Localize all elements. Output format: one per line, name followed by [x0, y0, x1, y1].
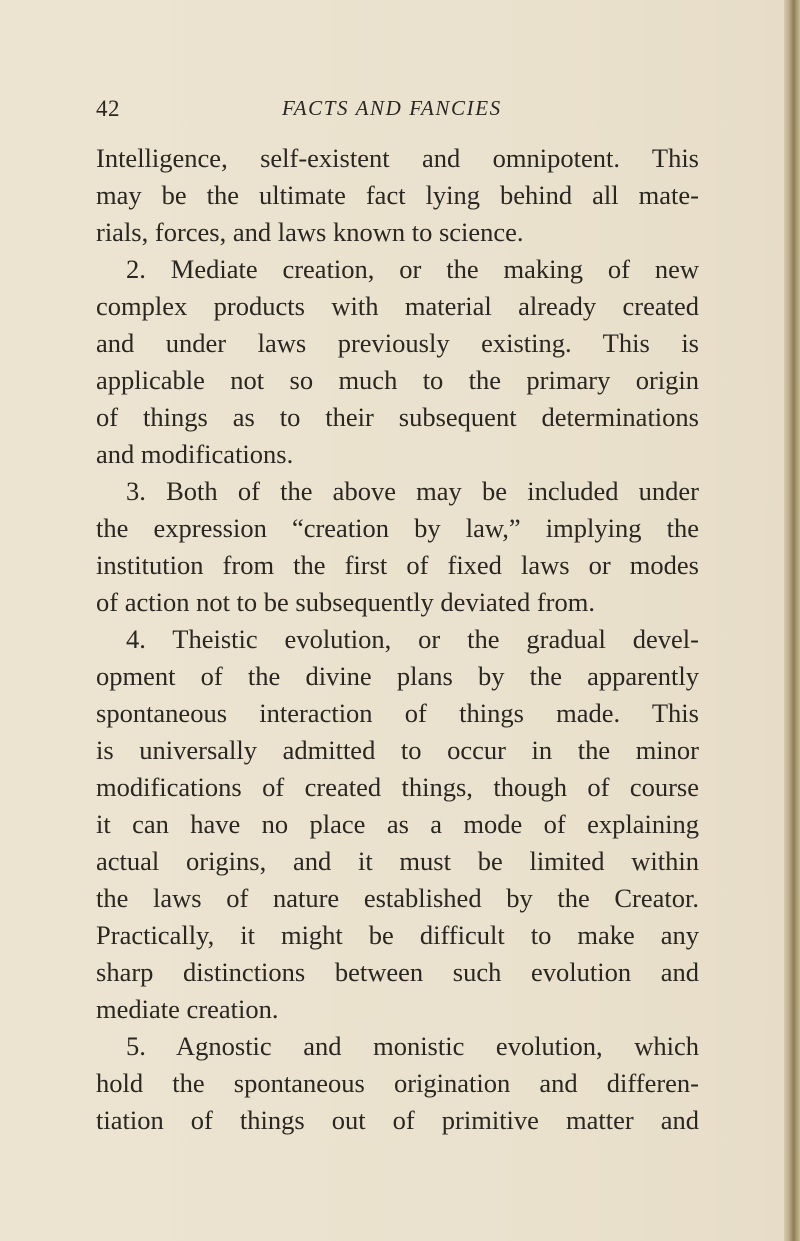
text-line: spontaneous interaction of things made. This [96, 698, 699, 728]
text-line: and modifications. [96, 439, 294, 469]
text-line: 5. Agnostic and monistic evolution, which [126, 1031, 699, 1061]
text-line: of action not to be subsequently deviated from. [96, 587, 595, 617]
text-line: hold the spontaneous origination and differen- [96, 1068, 699, 1098]
text-line: Practically, it might be difficult to make any [96, 920, 699, 950]
text-line: sharp distinctions between such evolution and [96, 957, 699, 987]
text-line: Intelligence, self-existent and omnipotent. This [96, 143, 699, 173]
text-line: and under laws previously existing. This is [96, 328, 699, 358]
page-number: 42 [96, 96, 120, 121]
text-line: of things as to their subsequent determinations [96, 402, 699, 432]
text-line: the expression “creation by law,” implying the [96, 513, 699, 543]
text-line: it can have no place as a mode of explaining [96, 809, 699, 839]
text-line: mediate creation. [96, 994, 279, 1024]
text-line: tiation of things out of primitive matter and [96, 1105, 699, 1135]
text-line: rials, forces, and laws known to science. [96, 217, 524, 247]
text-line: 4. Theistic evolution, or the gradual devel- [126, 624, 699, 654]
text-line: applicable not so much to the primary origin [96, 365, 699, 395]
text-line: the laws of nature established by the Creator. [96, 883, 699, 913]
page-header [96, 96, 696, 126]
text-line: actual origins, and it must be limited within [96, 846, 699, 876]
text-line: may be the ultimate fact lying behind all mate- [96, 180, 699, 210]
text-line: modifications of created things, though of course [96, 772, 699, 802]
running-title: FACTS AND FANCIES [282, 96, 502, 120]
text-line: institution from the first of fixed laws or modes [96, 550, 699, 580]
text-line: complex products with material already created [96, 291, 699, 321]
text-line: is universally admitted to occur in the minor [96, 735, 699, 765]
text-line: 3. Both of the above may be included under [126, 476, 699, 506]
text-line: opment of the divine plans by the apparently [96, 661, 699, 691]
page-edge [784, 0, 800, 1241]
text-line: 2. Mediate creation, or the making of new [126, 254, 699, 284]
body-text [96, 140, 699, 1139]
